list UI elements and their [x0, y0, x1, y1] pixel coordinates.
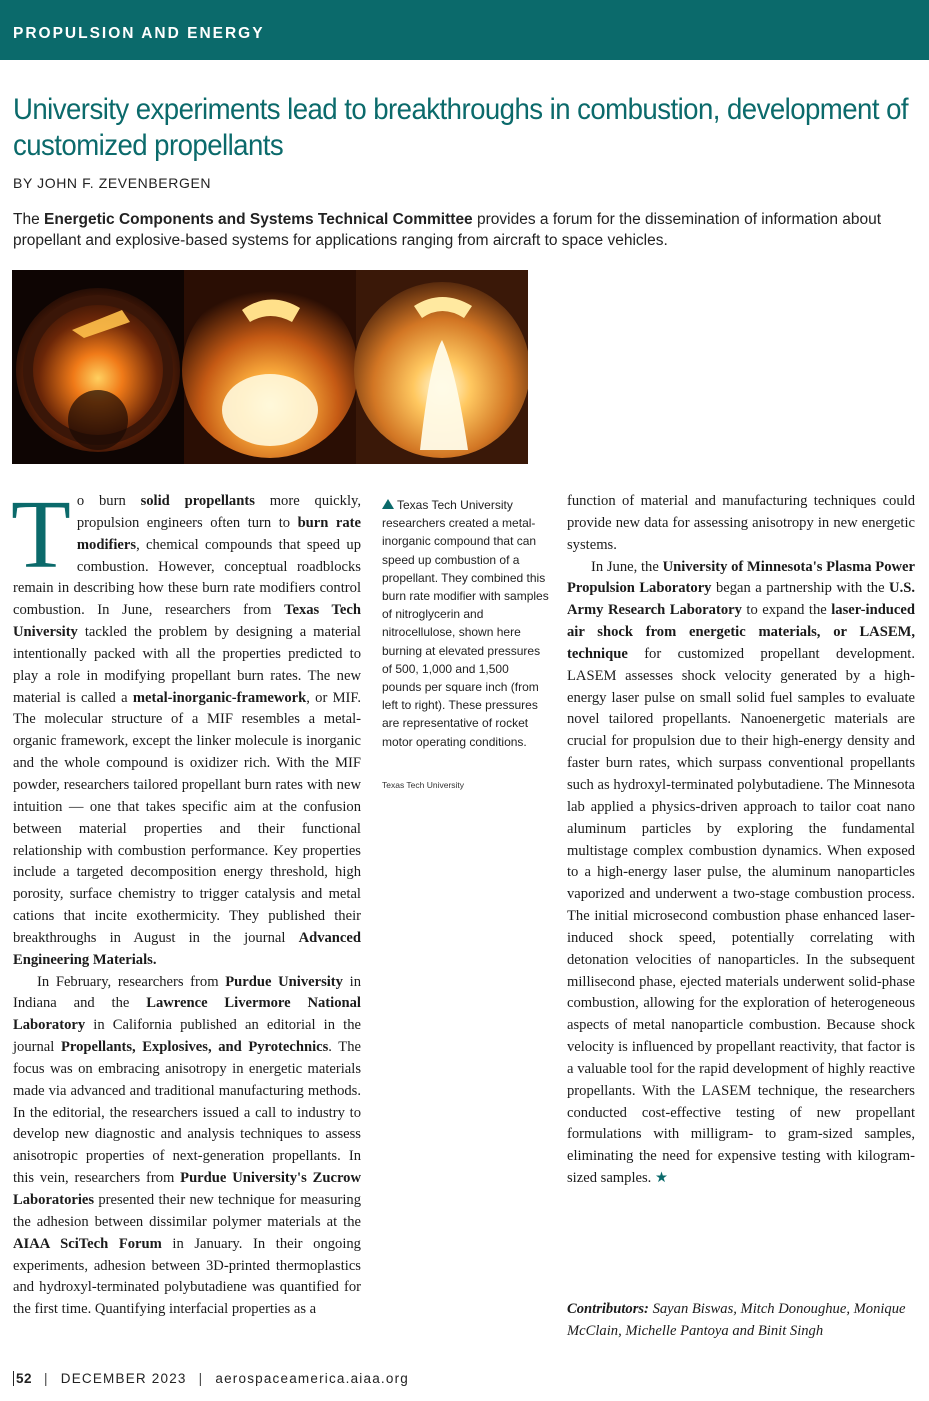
- footer-separator: |: [44, 1371, 49, 1386]
- contributors-names: Sayan Biswas, Mitch Donoughue, Monique McClain, Michelle Pantoya and Binit Singh: [567, 1301, 906, 1339]
- body-bold: Texas Tech University: [13, 602, 361, 641]
- article-headline: University experiments lead to breakthroughs in combustion, development of customized propellants: [13, 93, 908, 162]
- drop-cap: T: [11, 481, 71, 589]
- body-bold: Lawrence Livermore National Laboratory: [13, 995, 361, 1034]
- contributors-label: Contributors:: [567, 1301, 649, 1317]
- body-text: , chemical compounds that speed up combustion. However, conceptual roadblocks remain in describing how these burn rate modifiers control combustion. In June, researchers from: [13, 536, 361, 619]
- intro-lead: The: [13, 211, 40, 228]
- body-bold: U.S. Army Research Laboratory: [567, 580, 915, 619]
- body-bold: Propellants, Explosives, and Pyrotechnics: [60, 1039, 329, 1056]
- photo-caption: [382, 496, 550, 751]
- body-text: more quickly, propulsion engineers often turn to: [76, 493, 361, 531]
- body-text: began a partnership with the: [711, 580, 890, 597]
- body-text: . The focus was on embracing anisotropy in energetic materials made via advanced and traditional manufacturing methods. In the editorial, the researchers issued a call to industry to develop new diagnostic and analysis techniques to assess anisotropic properties of next-generation propellants. In this vein, researchers from: [13, 1039, 361, 1187]
- photo-panel-1500psi: [354, 270, 528, 464]
- body-bold: University of Minnesota's Plasma Power Propulsion Laboratory: [567, 558, 915, 597]
- intro-paragraph: [13, 209, 918, 251]
- body-paragraph-1: [11, 481, 361, 972]
- body-paragraph-3: [567, 557, 915, 1190]
- body-paragraph-2-continued: function of material and manufacturing techniques could provide new data for assessing anisotropy in new energetic systems.: [567, 493, 915, 553]
- byline: BY JOHN F. ZEVENBERGEN: [13, 175, 212, 191]
- issue-date: DECEMBER 2023: [60, 1371, 187, 1386]
- body-bold: metal-inorganic-framework: [132, 689, 307, 706]
- triangle-up-icon: [382, 499, 394, 509]
- photo-panel-1000psi: [182, 270, 358, 464]
- body-text: in California published an editorial in the journal: [13, 1017, 361, 1056]
- body-bold: solid propellants: [140, 493, 255, 509]
- body-text: in Indiana and the: [13, 973, 361, 1012]
- end-star-icon: ★: [654, 1170, 669, 1187]
- body-paragraph-2-tail: in January. In their ongoing experiments, adhesion between 3D-printed thermoplastics and hydroxyl-terminated polybutadiene was quantified for the first time. Quantifying interfacial properties as a: [13, 1235, 361, 1318]
- body-bold: laser-induced air shock from energetic materials, or LASEM, technique: [567, 602, 915, 662]
- body-column-3: [567, 491, 915, 1190]
- body-text: presented their new technique for measuring the adhesion between dissimilar polymer materials at the: [13, 1192, 361, 1230]
- caption-text: Texas Tech University researchers created a metal-inorganic compound that can speed up combustion of a propellant. They combined this burn rate modifier with samples of nitroglycerin and nitrocellulose, shown here burning at elevated pressures of 500, 1,000 and 1,500 pounds per square inch (from left to right). These pressures are representative of rocket motor operating conditions.: [382, 498, 549, 749]
- body-bold: Advanced Engineering Materials.: [13, 929, 361, 968]
- body-text: In June, the: [591, 558, 663, 575]
- body-text: to expand the: [741, 602, 832, 619]
- section-label: PROPULSION AND ENERGY: [13, 25, 265, 42]
- body-bold: burn rate modifiers: [76, 514, 361, 553]
- body-bold: AIAA SciTech Forum: [13, 1235, 162, 1252]
- intro-committee: Energetic Components and Systems Technical Committee: [44, 211, 473, 228]
- footer-separator: |: [198, 1371, 204, 1386]
- section-band: [0, 0, 929, 60]
- intro-rest: provides a forum for the dissemination of information about propellant and explosive-based systems for applications ranging from aircraft to space vehicles.: [13, 211, 882, 249]
- body-text: for customized propellant development. LASEM assesses shock velocity generated by a high-energy laser pulse on small solid fuel samples to evaluate novel tailored propellants. Nanoenergetic materials are crucial for propulsion due to their high-energy density and faster burn rates, which surpass conventional propellants such as hydroxyl-terminated polybutadiene. The Minnesota lab applied a physics-driven approach to tailor coat nano aluminum particles by exploring the fundamental multistage complex combustion dynamics. When exposed to a high-energy laser pulse, the aluminum nanoparticles vaporized and underwent a two-stage combustion process. The initial microsecond combustion phase enhanced laser-induced shock speed, potentially correlating with detonation velocities of nanoparticles. In the subsequent millisecond phase, ejected materials underwent solid-phase combustion, allowing for the exploration of heterogeneous aspects of metal nanoparticle combustion. Because shock velocity is influenced by propellant reactivity, that factor is a valuable tool for the rapid development of highly reactive propellants. With the LASEM technique, the researchers conducted cost-effective testing of new propellant formulations with milligram- to gram-sized samples, eliminating the need for expensive testing with kilogram-sized samples.: [567, 645, 915, 1187]
- body-text: In February, researchers from: [37, 973, 226, 990]
- photo-panel-500psi: [12, 270, 184, 464]
- body-text: , or MIF. The molecular structure of a MIF resembles a metal-organic framework, except the linker molecule is inorganic and the whole compound is oxidizer rich. With the MIF powder, researchers tailored propellant burn rates with new intuition — one that takes specific aim at the confusion between material properties and their functional relationship with combustion performance. Key properties include a targeted decomposition energy threshold, high porosity, surface chemistry to trigger catalysis and metal cations that incite exothermicity. They published their breakthroughs in August in the journal: [13, 689, 361, 946]
- page-number: 52: [13, 1371, 32, 1386]
- page-footer: [13, 1371, 409, 1386]
- body-column-1: [11, 481, 361, 1321]
- site-link[interactable]: aerospaceamerica.aiaa.org: [215, 1371, 409, 1386]
- photo-credit: Texas Tech University: [382, 780, 465, 790]
- body-paragraph-2: [13, 972, 361, 1322]
- contributors: [567, 1299, 919, 1343]
- body-bold: Purdue University's Zucrow Laboratories: [13, 1170, 361, 1208]
- body-text: o burn: [76, 493, 141, 509]
- body-bold: Purdue University: [225, 973, 343, 990]
- body-text: tackled the problem by designing a material intentionally packed with all the properties predicted to play a role in modifying propellant burn rates. The new material is called a: [13, 624, 361, 706]
- combustion-photo: [12, 270, 528, 464]
